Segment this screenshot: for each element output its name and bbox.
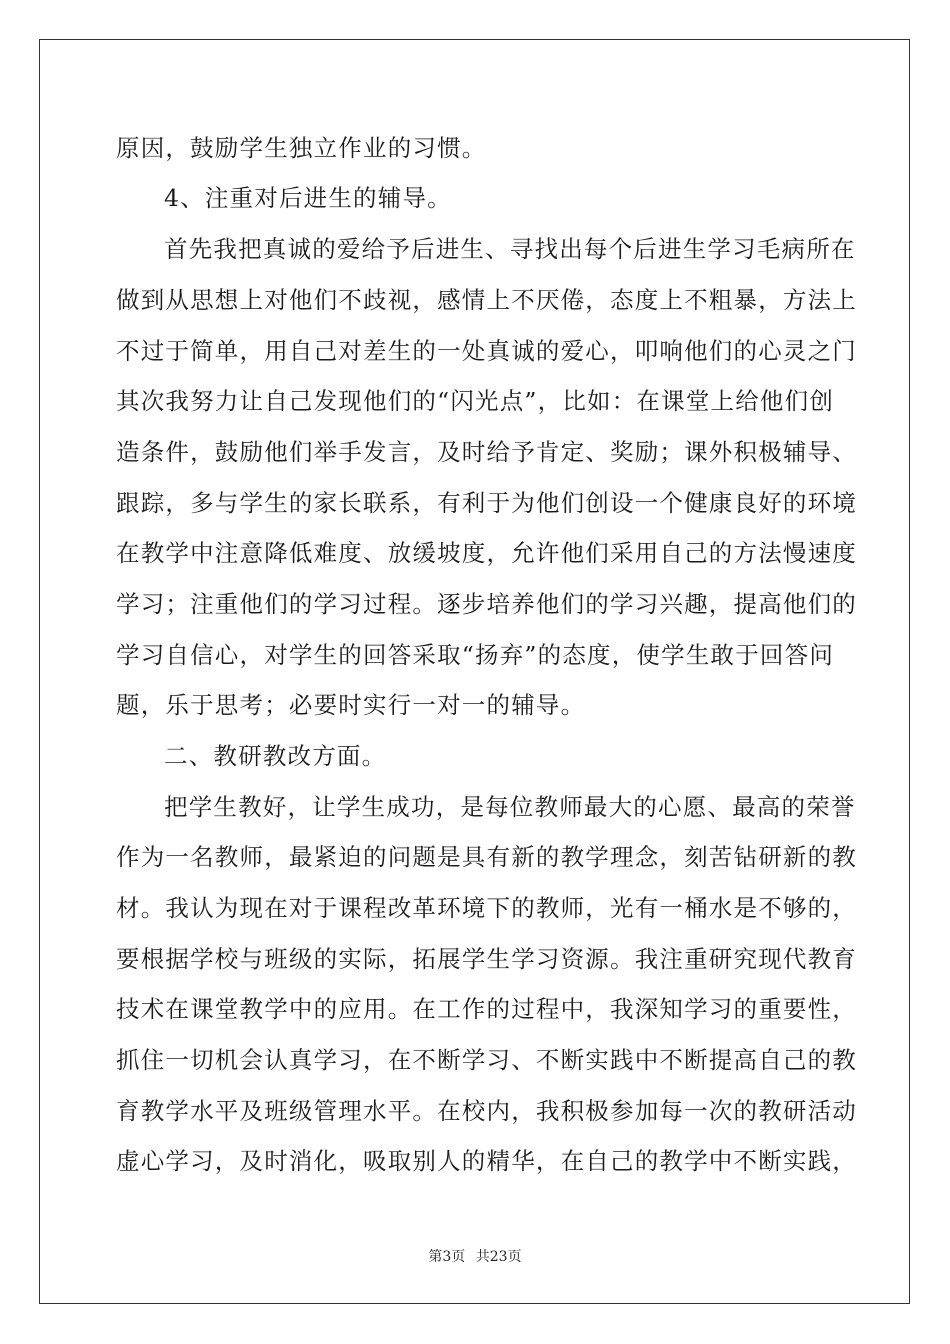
text-line: 不过于简单，用自己对差生的一处真诚的爱心，叩响他们的心灵之门	[116, 337, 857, 365]
text-line: 材。我认为现在对于课程改革环境下的教师，光有一桶水是不够的，	[116, 894, 857, 922]
text-line: 题，乐于思考；必要时实行一对一的辅导。	[116, 691, 586, 719]
section-heading: 二、教研教改方面。	[164, 742, 387, 770]
text-line: 作为一名教师，最紧迫的问题是具有新的教学理念，刻苦钻研新的教	[116, 843, 857, 871]
text-line: 其次我努力让自己发现他们的“闪光点”，比如：在课堂上给他们创	[116, 387, 835, 415]
text-line: 首先我把真诚的爱给予后进生、寻找出每个后进生学习毛病所在	[164, 235, 856, 263]
text-line: 虚心学习，及时消化，吸取别人的精华，在自己的教学中不断实践，	[116, 1147, 857, 1175]
text-line: 把学生教好，让学生成功，是每位教师最大的心愿、最高的荣誉	[164, 793, 856, 821]
text-line: 技术在课堂教学中的应用。在工作的过程中，我深知学习的重要性，	[116, 995, 857, 1023]
text-line: 在教学中注意降低难度、放缓坡度，允许他们采用自己的方法慢速度	[116, 539, 857, 567]
page-number: 第3页	[428, 1249, 466, 1265]
text-line: 原因，鼓励学生独立作业的习惯。	[116, 134, 487, 162]
text-line: 学习自信心，对学生的回答采取“扬弃”的态度，使学生敢于回答问	[116, 641, 835, 669]
text-line: 做到从思想上对他们不歧视，感情上不厌倦，态度上不粗暴，方法上	[116, 286, 857, 314]
page-footer	[0, 1247, 950, 1267]
text-line: 要根据学校与班级的实际，拓展学生学习资源。我注重研究现代教育	[116, 945, 857, 973]
text-line: 抓住一切机会认真学习，在不断学习、不断实践中不断提高自己的教	[116, 1046, 857, 1074]
text-line: 造条件，鼓励他们举手发言，及时给予肯定、奖励；课外积极辅导、	[116, 438, 857, 466]
text-line: 跟踪，多与学生的家长联系，有利于为他们创设一个健康良好的环境	[116, 489, 857, 517]
text-line: 育教学水平及班级管理水平。在校内，我积极参加每一次的教研活动	[116, 1097, 857, 1125]
text-line: 学习；注重他们的学习过程。逐步培养他们的学习兴趣，提高他们的	[116, 590, 857, 618]
text-line: 4、注重对后进生的辅导。	[164, 184, 452, 212]
page-total: 共23页	[475, 1249, 522, 1265]
